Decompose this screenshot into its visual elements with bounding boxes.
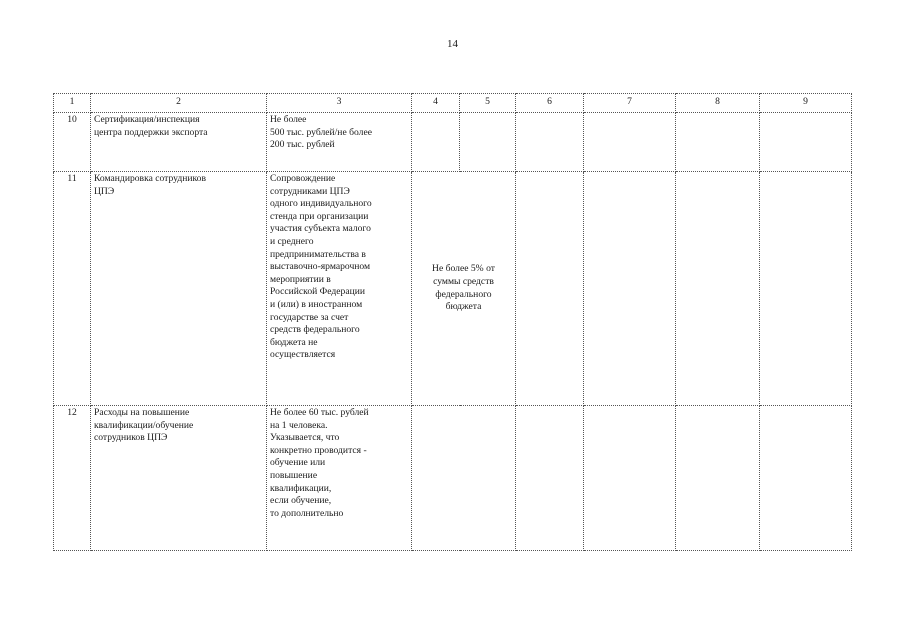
row-number: 12 (54, 406, 91, 551)
column-header-5: 5 (460, 94, 516, 113)
table-row (54, 113, 852, 172)
cell-col8 (676, 406, 760, 551)
column-header-3: 3 (267, 94, 412, 113)
column-header-7: 7 (584, 94, 676, 113)
header-row (54, 94, 852, 113)
cell-col7 (584, 406, 676, 551)
cell-col7 (584, 172, 676, 406)
row-number: 11 (54, 172, 91, 406)
cell-col9 (760, 113, 852, 172)
cell-col45 (412, 406, 516, 551)
cell-col6 (516, 406, 584, 551)
row-number: 10 (54, 113, 91, 172)
cell-col6 (516, 172, 584, 406)
expense-limit: Сопровождение сотрудниками ЦПЭ одного индивидуального стенда при организации участия субъекта малого и среднего предпринимательства в выставочно-ярмарочном мероприятии в Российской Федерации и (или) в иностранном государстве за счет средств федерального бюджета не осуществляется (267, 172, 412, 406)
column-header-9: 9 (760, 94, 852, 113)
column-header-2: 2 (91, 94, 267, 113)
expense-name: Расходы на повышение квалификации/обучение сотрудников ЦПЭ (91, 406, 267, 551)
table-row (54, 172, 852, 406)
column-header-1: 1 (54, 94, 91, 113)
page-number: 14 (447, 38, 458, 50)
cell-col8 (676, 172, 760, 406)
expense-name: Сертификация/инспекция центра поддержки экспорта (91, 113, 267, 172)
cell-col7 (584, 113, 676, 172)
cell-col6 (516, 113, 584, 172)
cell-col9 (760, 406, 852, 551)
budget-share: Не более 5% от суммы средств федерального бюджета (412, 172, 516, 406)
cell-col8 (676, 113, 760, 172)
column-header-4: 4 (412, 94, 460, 113)
column-header-6: 6 (516, 94, 584, 113)
expense-limit: Не более 500 тыс. рублей/не более 200 тыс. рублей (267, 113, 412, 172)
cell-col5 (460, 113, 516, 172)
cell-col9 (760, 172, 852, 406)
expense-limit: Не более 60 тыс. рублей на 1 человека. Указывается, что конкретно проводится - обучение или повышение квалификации, если обучение, то дополнительно (267, 406, 412, 551)
cell-col4 (412, 113, 460, 172)
table-row (54, 406, 852, 551)
expense-name: Командировка сотрудников ЦПЭ (91, 172, 267, 406)
column-header-8: 8 (676, 94, 760, 113)
budget-table (53, 93, 852, 551)
